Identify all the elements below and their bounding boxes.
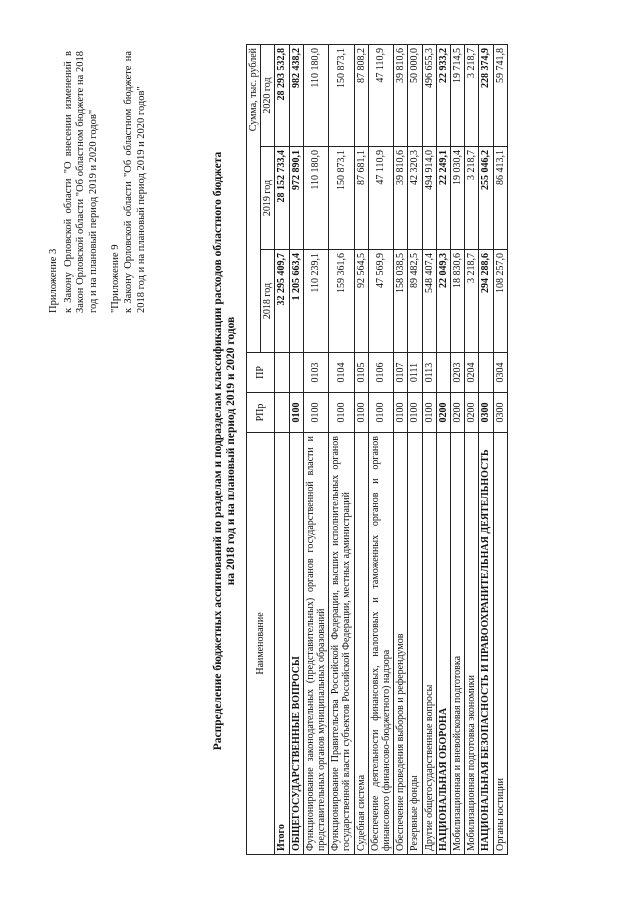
row-value-2019: 110 180,0 [303, 147, 328, 250]
table-row [394, 44, 408, 854]
row-value-2019: 22 249,1 [436, 147, 450, 250]
table-row [479, 44, 493, 854]
row-value-2020: 228 374,9 [479, 44, 493, 146]
row-value-2019: 47 110,9 [368, 147, 393, 250]
row-name: Обеспечение деятельности финансовых, налоговых и таможенных органов и органов финансового (финансово-бюджетного) надзора [368, 433, 393, 855]
row-value-2020: 59 741,8 [493, 44, 507, 146]
row-rpr-code: 0200 [451, 393, 465, 433]
row-rpr-code: 0300 [479, 393, 493, 433]
row-pr-code: 0104 [329, 353, 354, 393]
row-rpr-code: 0100 [408, 393, 422, 433]
title-line-1: Распределение бюджетных ассигнований по разделам и подразделам классификации расходов областного бюджета [212, 151, 224, 751]
header-year-2018: 2018 год [261, 250, 275, 353]
row-rpr-code: 0300 [493, 393, 507, 433]
row-value-2018: 89 482,5 [408, 250, 422, 353]
header-rpr: РПр [247, 393, 275, 433]
row-rpr-code [275, 393, 289, 433]
row-value-2019: 39 810,6 [394, 147, 408, 250]
row-rpr-code: 0100 [329, 393, 354, 433]
row-pr-code: 0103 [303, 353, 328, 393]
row-pr-code [289, 353, 303, 393]
row-rpr-code: 0200 [436, 393, 450, 433]
row-value-2020: 150 873,1 [329, 44, 354, 146]
row-value-2018: 158 038,5 [394, 250, 408, 353]
row-pr-code: 0107 [394, 353, 408, 393]
appendix-line: к Закону Орловской области "О внесении изменений в Закон Орловской области "Об областном бюджете на 2018 год и на плановый период 2019 и 2020 годов" [62, 51, 99, 313]
row-pr-code: 0304 [493, 353, 507, 393]
table-row [303, 44, 328, 854]
row-pr-code [436, 353, 450, 393]
row-value-2018: 548 407,4 [422, 250, 436, 353]
row-name: Мобилизационная подготовка экономики [465, 433, 479, 855]
header-name: Наименование [247, 433, 275, 855]
header-year-2019: 2019 год [261, 147, 275, 250]
row-value-2018: 47 569,9 [368, 250, 393, 353]
row-value-2020: 19 714,5 [451, 44, 465, 146]
row-pr-code: 0106 [368, 353, 393, 393]
row-value-2020: 28 293 532,8 [275, 44, 289, 146]
table-row [408, 44, 422, 854]
row-value-2020: 39 810,6 [394, 44, 408, 146]
row-rpr-code: 0100 [303, 393, 328, 433]
row-value-2020: 50 000,0 [408, 44, 422, 146]
row-name: Органы юстиции [493, 433, 507, 855]
row-pr-code: 0105 [354, 353, 368, 393]
row-rpr-code: 0100 [354, 393, 368, 433]
appendix-line: к Закону Орловской области "Об областном бюджете на 2018 год и на плановый период 2019 и 2020 годов" [122, 51, 147, 313]
header-pr: ПР [247, 353, 275, 393]
row-name: Судебная система [354, 433, 368, 855]
table-row [275, 44, 289, 854]
row-value-2018: 159 361,6 [329, 250, 354, 353]
row-value-2019: 28 152 733,4 [275, 147, 289, 250]
document-title [212, 45, 238, 857]
row-value-2020: 87 808,2 [354, 44, 368, 146]
appendix-line: Приложение 3 [48, 248, 59, 313]
row-pr-code: 0111 [408, 353, 422, 393]
row-value-2019: 494 914,0 [422, 147, 436, 250]
header-sum-unit: Сумма, тыс. рублей [247, 44, 261, 352]
row-pr-code [479, 353, 493, 393]
table-row [451, 44, 465, 854]
table-row [436, 44, 450, 854]
appendix-line: "Приложение 9 [110, 244, 122, 313]
table-row [422, 44, 436, 854]
row-name: Функционирование законодательных (представительных) органов государственной власти и представительных органов муниципальных образований [303, 433, 328, 855]
row-value-2020: 982 438,2 [289, 44, 303, 146]
row-name: Резервные фонды [408, 433, 422, 855]
row-name: НАЦИОНАЛЬНАЯ ОБОРОНА [436, 433, 450, 855]
row-value-2019: 255 046,2 [479, 147, 493, 250]
table-row [289, 44, 303, 854]
row-pr-code: 0204 [465, 353, 479, 393]
row-value-2018: 108 257,0 [493, 250, 507, 353]
row-value-2020: 110 180,0 [303, 44, 328, 146]
row-value-2020: 496 655,3 [422, 44, 436, 146]
row-name: Обеспечение проведения выборов и референдумов [394, 433, 408, 855]
table-row [368, 44, 393, 854]
table-row [465, 44, 479, 854]
row-rpr-code: 0100 [422, 393, 436, 433]
row-name: Другие общегосударственные вопросы [422, 433, 436, 855]
row-value-2018: 3 218,7 [465, 250, 479, 353]
row-rpr-code: 0100 [368, 393, 393, 433]
budget-table [246, 44, 508, 855]
row-rpr-code: 0100 [289, 393, 303, 433]
row-value-2018: 32 295 409,7 [275, 250, 289, 353]
row-value-2019: 150 873,1 [329, 147, 354, 250]
row-name: ОБЩЕГОСУДАРСТВЕННЫЕ ВОПРОСЫ [289, 433, 303, 855]
row-value-2018: 18 830,6 [451, 250, 465, 353]
title-line-2: на 2018 год и на плановый период 2019 и 2020 годов [225, 316, 237, 586]
row-value-2020: 47 110,9 [368, 44, 393, 146]
row-value-2018: 22 049,3 [436, 250, 450, 353]
row-value-2019: 3 218,7 [465, 147, 479, 250]
table-row [493, 44, 507, 854]
row-value-2019: 19 030,4 [451, 147, 465, 250]
row-name: Итого [275, 433, 289, 855]
row-value-2020: 22 933,2 [436, 44, 450, 146]
row-value-2019: 86 413,1 [493, 147, 507, 250]
row-rpr-code: 0200 [465, 393, 479, 433]
table-row [354, 44, 368, 854]
row-value-2020: 3 218,7 [465, 44, 479, 146]
row-value-2018: 110 239,1 [303, 250, 328, 353]
row-value-2019: 42 320,3 [408, 147, 422, 250]
appendix-note [48, 51, 148, 313]
row-name: Функционирование Правительства Российской Федерации, высших исполнительных органов государственной власти субъектов Российской Федерации, местных администраций [329, 433, 354, 855]
row-value-2019: 87 681,1 [354, 147, 368, 250]
row-value-2018: 1 205 663,4 [289, 250, 303, 353]
table-row [329, 44, 354, 854]
row-pr-code: 0203 [451, 353, 465, 393]
row-value-2018: 92 564,5 [354, 250, 368, 353]
row-pr-code: 0113 [422, 353, 436, 393]
row-rpr-code: 0100 [394, 393, 408, 433]
header-year-2020: 2020 год [261, 44, 275, 146]
row-name: НАЦИОНАЛЬНАЯ БЕЗОПАСНОСТЬ И ПРАВООХРАНИТЕЛЬНАЯ ДЕЯТЕЛЬНОСТЬ [479, 433, 493, 855]
row-value-2018: 294 288,6 [479, 250, 493, 353]
row-value-2019: 972 890,1 [289, 147, 303, 250]
row-pr-code [275, 353, 289, 393]
row-name: Мобилизационная и вневойсковая подготовка [451, 433, 465, 855]
